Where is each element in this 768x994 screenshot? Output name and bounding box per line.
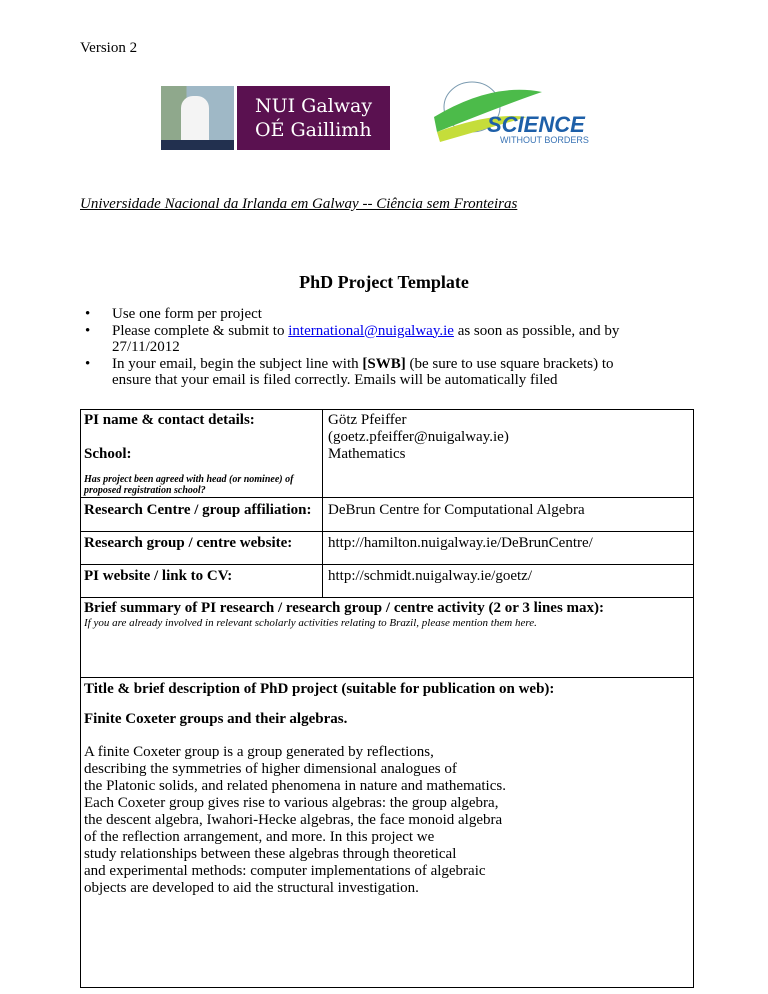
- bullet-text: as soon as possible, and by 27/11/2012: [112, 322, 620, 355]
- logo-subtitle: WITHOUT BORDERS: [500, 135, 589, 145]
- bullet-text: Use one form per project: [112, 306, 262, 322]
- pi-contact: [328, 412, 509, 463]
- bullet-text: In your email, begin the subject line with: [112, 355, 363, 372]
- email-link[interactable]: international@nuigalway.ie: [288, 322, 454, 339]
- list-item: • Use one form per project: [85, 306, 262, 322]
- logo-text-ga: OÉ Gaillimh: [255, 119, 372, 141]
- subtitle: Universidade Nacional da Irlanda em Galway -- Ciência sem Fronteiras: [80, 196, 518, 212]
- description-line: the Platonic solids, and related phenomena in nature and mathematics.: [84, 778, 506, 794]
- logo-title: SCIENCE: [487, 112, 585, 137]
- website-value[interactable]: http://hamilton.nuigalway.ie/DeBrunCentre/: [328, 535, 593, 551]
- school-label: School:: [84, 446, 132, 462]
- school-value: Mathematics: [328, 446, 406, 462]
- description-line: study relationships between these algebras through theoretical: [84, 846, 457, 862]
- summary-label: Brief summary of PI research / research group / centre activity (2 or 3 lines max):: [84, 600, 605, 616]
- bullet-bold: [SWB]: [362, 355, 406, 372]
- cv-value[interactable]: http://schmidt.nuigalway.ie/goetz/: [328, 568, 532, 584]
- logo-text-en: NUI Galway: [255, 95, 373, 117]
- description-line: Each Coxeter group gives rise to various algebras: the group algebra,: [84, 795, 499, 811]
- description-line: the descent algebra, Iwahori-Hecke algebras, the face monoid algebra: [84, 812, 503, 828]
- cv-label: PI website / link to CV:: [84, 568, 233, 584]
- description-line: A finite Coxeter group is a group generated by reflections,: [84, 744, 434, 760]
- project-title: Finite Coxeter groups and their algebras.: [84, 711, 348, 727]
- page-title: PhD Project Template: [299, 272, 469, 292]
- version-label: Version 2: [80, 40, 138, 56]
- description-line: and experimental methods: computer implementations of algebraic: [84, 863, 486, 879]
- centre-value: DeBrun Centre for Computational Algebra: [328, 502, 585, 518]
- description-line: of the reflection arrangement, and more. In this project we: [84, 829, 435, 845]
- nui-galway-logo: [161, 86, 390, 150]
- summary-note: If you are already involved in relevant scholarly activities relating to Brazil, please mention them here.: [84, 617, 537, 629]
- centre-label: Research Centre / group affiliation:: [84, 502, 312, 518]
- description-label: Title & brief description of PhD project (suitable for publication on web):: [84, 681, 555, 697]
- website-label: Research group / centre website:: [84, 535, 293, 551]
- bullet-text: (be sure to use square brackets) to ensure that your email is filed correctly. Emails will be automatically filed: [112, 355, 614, 388]
- pi-label: PI name & contact details:: [84, 412, 255, 428]
- science-without-borders-logo: [432, 72, 602, 152]
- pi-email: (goetz.pfeiffer@nuigalway.ie): [328, 429, 509, 445]
- description-line: describing the symmetries of higher dimensional analogues of: [84, 761, 457, 777]
- list-item: • Please complete & submit to international@nuigalway.ie as soon as possible, and by 27/11/2012: [85, 322, 620, 355]
- pi-name: Götz Pfeiffer: [328, 412, 407, 428]
- school-note: Has project been agreed with head (or nominee) of proposed registration school?: [84, 474, 294, 496]
- project-description: [84, 744, 506, 897]
- instructions-list: [80, 306, 640, 389]
- list-item: • In your email, begin the subject line with [SWB] (be sure to use square brackets) to ensure that your email is filed correctly. Emails will be automatically filed: [85, 355, 614, 388]
- description-line: objects are developed to aid the structural investigation.: [84, 880, 419, 896]
- bullet-text: Please complete & submit to: [112, 322, 289, 339]
- tower-icon: [161, 86, 234, 150]
